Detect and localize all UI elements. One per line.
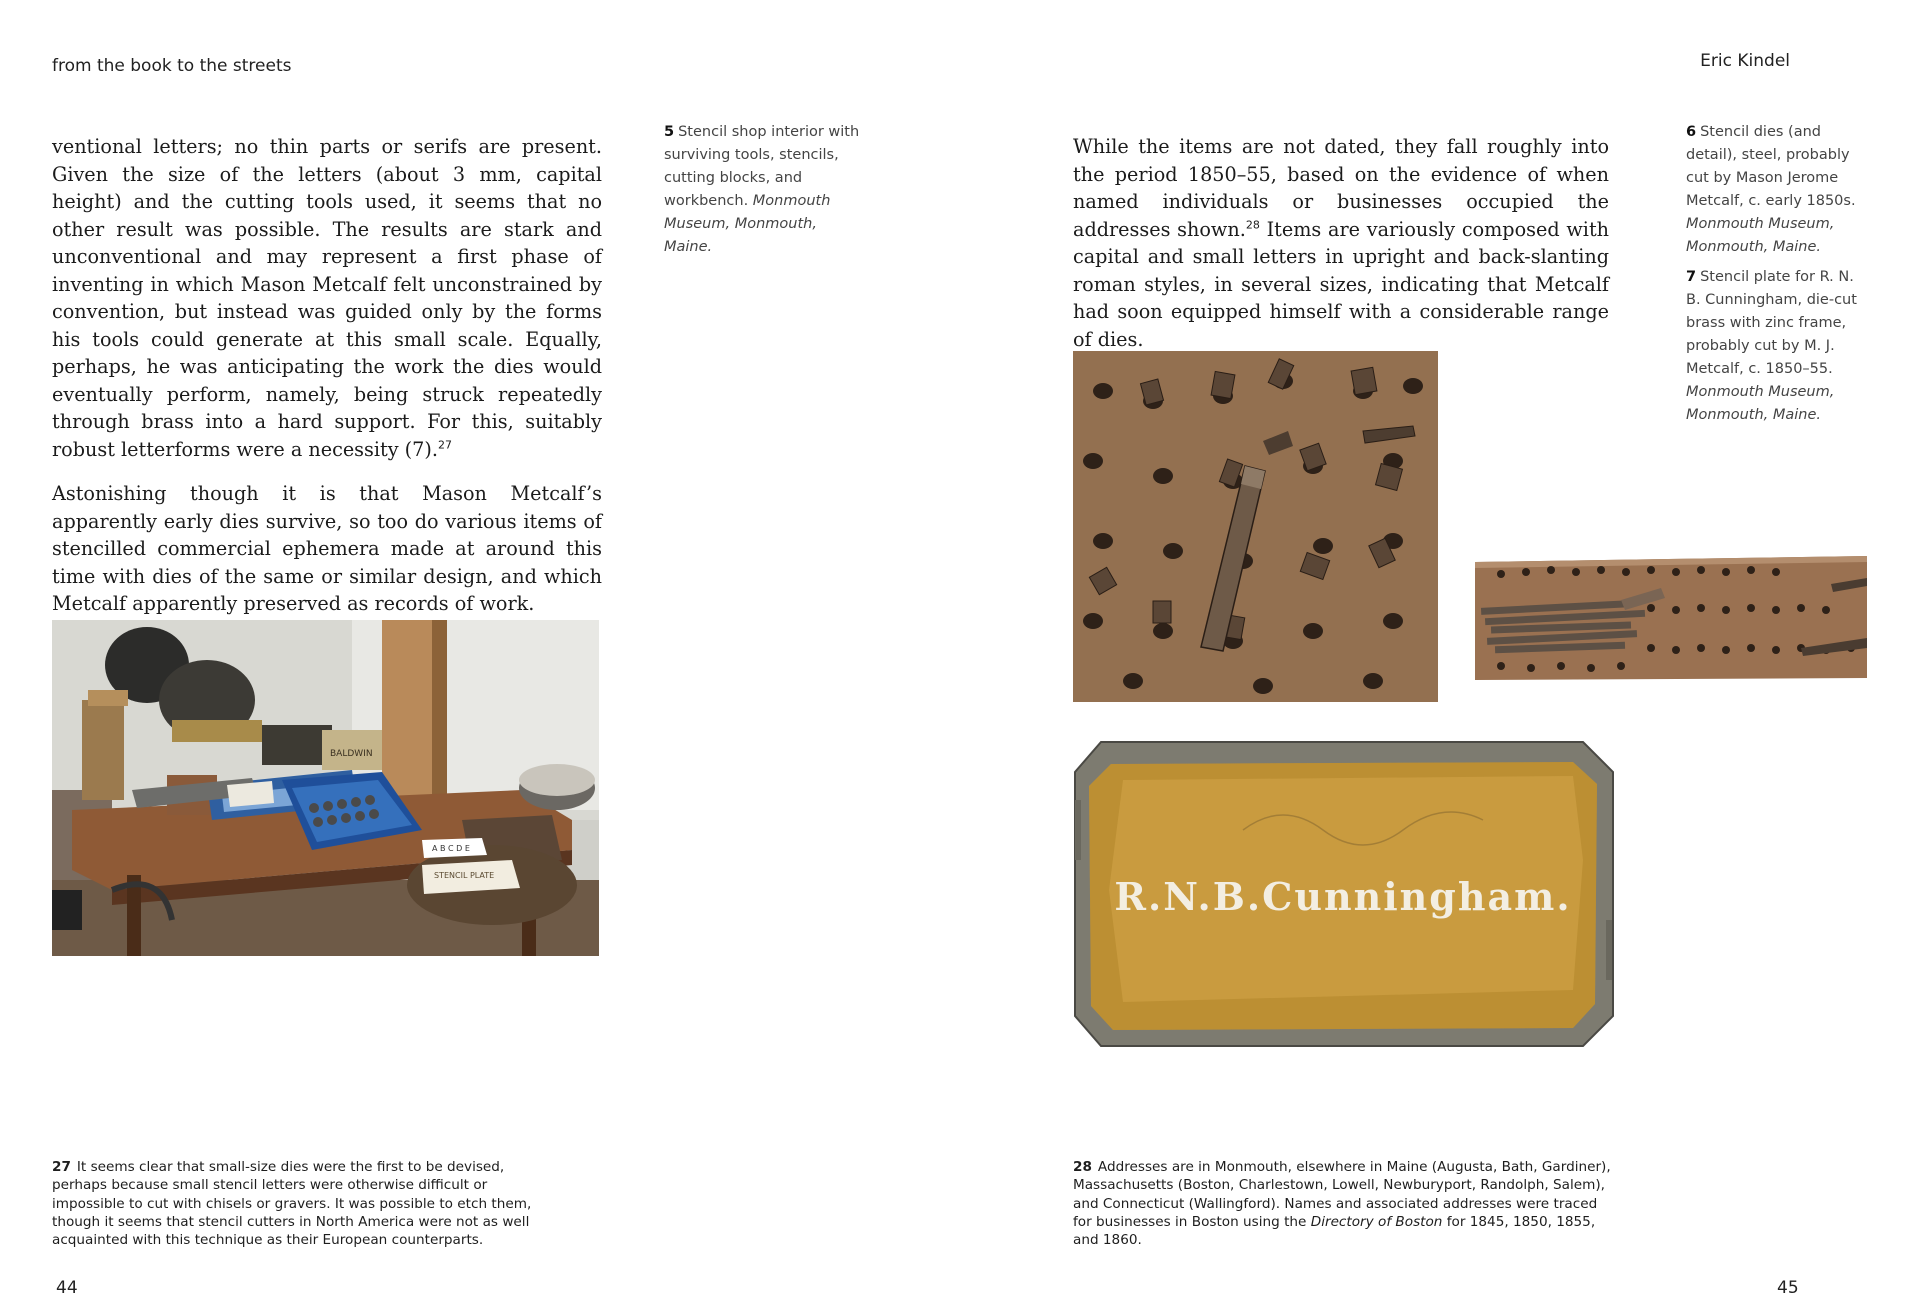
figure-5-caption: 5 Stencil shop interior with surviving tools, stencils, cutting blocks, and workbench. Monmouth Museum, Monmouth, Maine. bbox=[664, 124, 860, 255]
folio-right: 45 bbox=[1777, 1278, 1799, 1298]
running-head-right: Eric Kindel bbox=[1700, 51, 1790, 71]
figure-7-caption: 7 Stencil plate for R. N. B. Cunningham, die-cut brass with zinc frame, probably cut by M. J. Metcalf, c. 1850–55. Monmouth Museum, Monmouth, Maine. bbox=[1686, 269, 1857, 423]
directory-of-boston-title: Directory of Boston bbox=[1310, 1213, 1443, 1230]
left-body-text bbox=[52, 133, 602, 635]
stencil-plate-lettering: R.N.B.Cunningham. bbox=[1114, 874, 1572, 919]
stencil-dies-board-photo bbox=[1471, 548, 1871, 685]
stencil-dies-detail-photo bbox=[1073, 351, 1438, 702]
figure-6-caption: 6 Stencil dies (and detail), steel, probably cut by Mason Jerome Metcalf, c. early 1850s. Monmouth Museum, Monmouth, Maine. bbox=[1686, 124, 1856, 255]
abcde-label: A B C D E bbox=[432, 844, 470, 853]
footnote-27-number: 27 bbox=[52, 1159, 71, 1175]
footnote-ref-27[interactable]: 27 bbox=[437, 438, 452, 452]
cunningham-stencil-plate-photo bbox=[1073, 740, 1614, 1048]
footnote-28-number: 28 bbox=[1073, 1159, 1092, 1175]
footnote-28: 28 Addresses are in Monmouth, elsewhere in Maine (Augusta, Bath, Gardiner), Massachusetts (Boston, Charlestown, Lowell, Newburyport, Randolph, Salem), and Connecticut (Wallingford). Names and associated addresses were traced for businesses in Boston using the Directory of Boston for 1845, 1850, 1855, and 1860. bbox=[1073, 1159, 1611, 1249]
figure-6-number: 6 bbox=[1686, 124, 1697, 140]
right-paragraph-1: While the items are not dated, they fall roughly into the period 1850–55, based on the evidence of when named individuals or businesses occupied the addresses shown.$^{28}$ Items are variously composed with capital and small letters in upright and back-slanting roman styles, in several sizes, indicating that Metcalf had soon equipped himself with a considerable range of dies. bbox=[1073, 135, 1610, 351]
right-body-text bbox=[1073, 133, 1609, 370]
folio-left: 44 bbox=[56, 1278, 78, 1298]
baldwin-label: BALDWIN bbox=[330, 749, 373, 759]
stencil-plate-label: STENCIL PLATE bbox=[434, 871, 495, 880]
figure-5-number: 5 bbox=[664, 124, 675, 140]
figure-7-source: Monmouth Museum, Monmouth, Maine. bbox=[1686, 384, 1835, 423]
figure-6-source: Monmouth Museum, Monmouth, Maine. bbox=[1686, 216, 1835, 255]
figure-7-number: 7 bbox=[1686, 269, 1697, 285]
footnote-ref-28[interactable]: 28 bbox=[1245, 218, 1260, 232]
left-paragraph-1: ventional letters; no thin parts or serifs are present. Given the size of the letters (about 3 mm, capital height) and the cutting tools used, it seems that no other result was possible. The results are stark and unconventional and may represent a first phase of inventing in which Mason Metcalf felt unconstrained by convention, but instead was guided only by the forms his tools could generate at this small scale. Equally, perhaps, he was anticipating the work the dies would eventually perform, namely, being struck repeatedly through brass into a hard support. For this, suitably robust letterforms were a necessity (7).$^{27}$ bbox=[52, 135, 602, 461]
footnote-27: 27 It seems clear that small-size dies were the first to be devised, perhaps because small stencil letters were otherwise difficult or impossible to cut with chisels or gravers. It was possible to etch them, though it seems that stencil cutters in North America were not as well acquainted with this technique as their European counterparts. bbox=[52, 1159, 532, 1249]
stencil-shop-photo bbox=[52, 620, 599, 956]
left-paragraph-2: Astonishing though it is that Mason Metcalf’s apparently early dies survive, so too do various items of stencilled commercial ephemera made at around this time with dies of the same or similar design, and which Metcalf apparently preserved as records of work. bbox=[52, 482, 602, 615]
figure-5-source: Monmouth Museum, Monmouth, Maine. bbox=[664, 193, 831, 255]
running-head-left: from the book to the streets bbox=[52, 56, 292, 76]
